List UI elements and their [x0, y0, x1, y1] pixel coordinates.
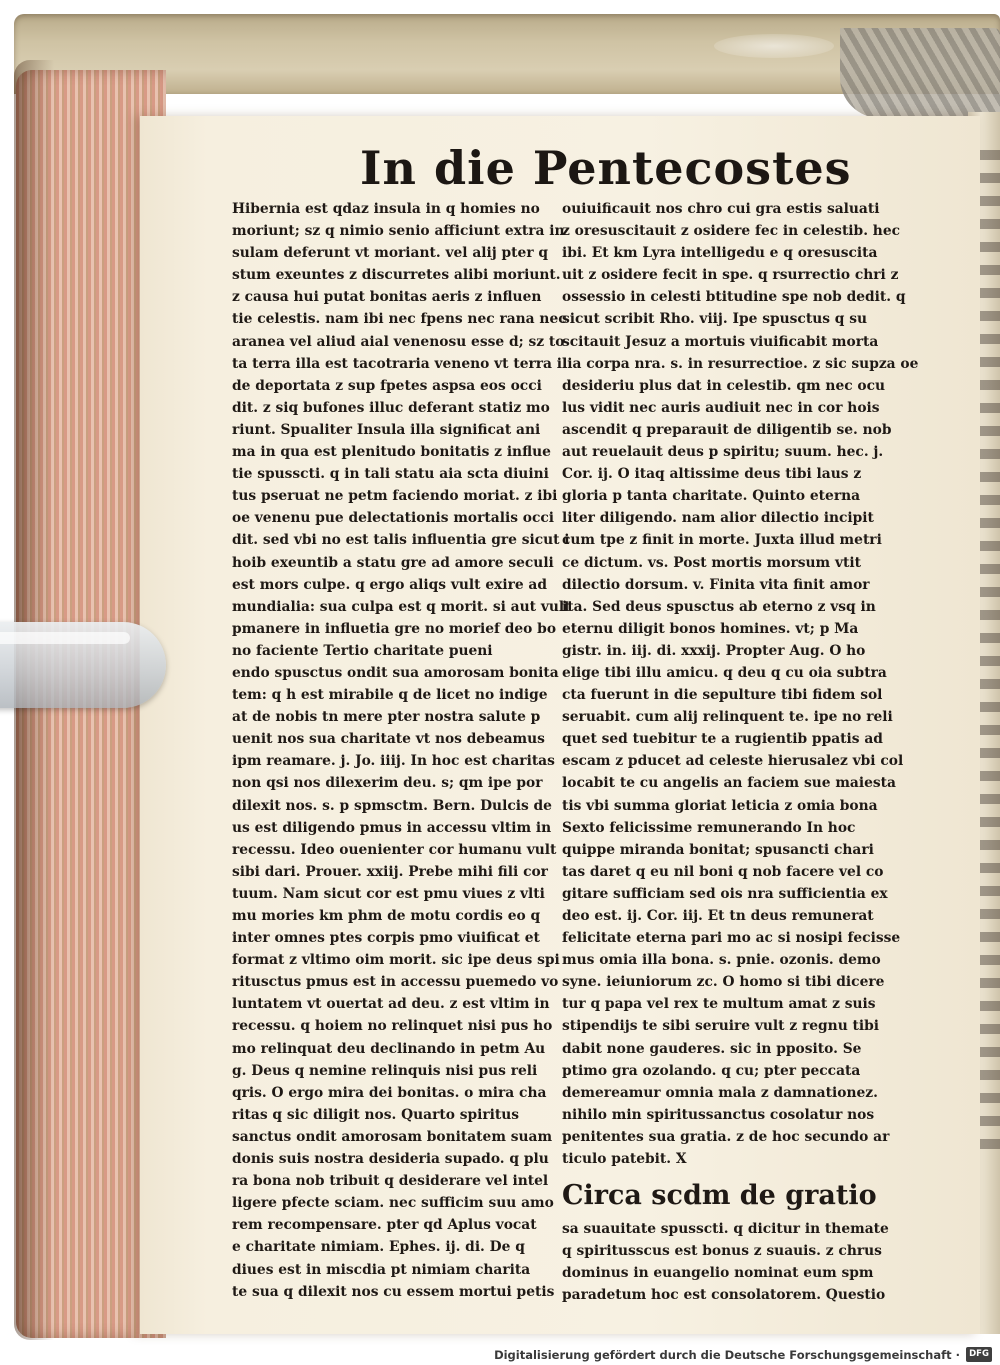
book-headband — [840, 28, 1000, 118]
text-line: no faciente Tertio charitate pueni — [232, 642, 493, 659]
text-line: desideriu plus dat in celestib. qm nec ocu — [562, 377, 886, 394]
text-line: deo est. ij. Cor. iij. Et tn deus remunerat — [562, 908, 874, 924]
text-line: gistr. in. iij. di. xxxij. Propter Aug. O ho — [562, 642, 866, 659]
text-line: syne. ieiuniorum zc. O homo si tibi dicere — [562, 974, 885, 991]
text-line: us est diligendo pmus in accessu vltim in — [232, 819, 552, 836]
text-line: dabit none gauderes. sic in pposito. Se — [562, 1040, 862, 1057]
text-line: dilexit nos. s. p spmsctm. Bern. Dulcis de — [232, 797, 552, 814]
text-line: escam z pducet ad celeste hierusalez vbi col — [562, 753, 904, 770]
text-line: riunt. Spualiter Insula illa significat ani — [232, 421, 541, 438]
text-line: non qsi nos dilexerim deu. s; qm ipe por — [232, 775, 543, 792]
text-line: seruabit. cum alij relinquent te. ipe no reli — [562, 709, 893, 726]
text-line: dilectio dorsum. v. Finita vita finit amor — [562, 576, 870, 593]
text-line: sibi dari. Prouer. xxiij. Prebe mihi fili cor — [232, 863, 548, 880]
text-line: dit. z siq bufones illuc deferant statiz mo — [232, 399, 550, 416]
text-line: z causa hui putat bonitas aeris z influen — [232, 289, 542, 306]
text-line: tie spusscti. q in tali statu aia scta diuini — [232, 466, 549, 483]
page-title: In die Pentecostes — [360, 141, 852, 195]
text-line: tuum. Nam sicut cor est pmu viues z vlti — [232, 885, 545, 902]
text-line: cta fuerunt in die sepulture tibi fidem sol — [562, 687, 883, 704]
text-line: tus pseruat ne petm faciendo moriat. z ibi — [232, 488, 558, 505]
text-line: ra bona nob tribuit q desiderare vel intel — [232, 1173, 549, 1190]
text-line: mo relinquat deu declinando in petm Au — [232, 1040, 546, 1057]
text-line: stum exeuntes z discurretes alibi moriunt. — [232, 267, 561, 284]
text-line: ossessio in celesti btitudine spe nob dedit. q — [562, 289, 906, 306]
text-line: quet sed tuebitur te a rugientib ppatis ad — [562, 731, 883, 748]
right-text-column — [562, 198, 919, 1307]
left-text-column — [232, 198, 571, 1303]
text-line: endo spusctus ondit sua amorosam bonita — [232, 664, 559, 681]
text-line: gitare sufficiam sed ois nra sufficientia ex — [562, 885, 888, 902]
text-line: quippe miranda bonitat; spusancti chari — [562, 841, 874, 858]
text-line: ascendit q preparauit de diligentib se. nob — [562, 421, 892, 438]
text-line: q spiritusscus est bonus z suauis. z chrus — [562, 1243, 882, 1260]
text-line: mundialia: sua culpa est q morit. si aut vult — [232, 598, 571, 615]
text-line: qris. O ergo mira dei bonitas. o mira cha — [232, 1084, 547, 1101]
text-line: stipendijs te sibi seruire vult z regnu tibi — [562, 1018, 880, 1035]
text-line: z oresuscitauit z osidere fec in celestib. hec — [562, 223, 901, 240]
text-line: mus omia illa bona. s. pnie. ozonis. demo — [562, 952, 881, 969]
text-line: eternu diligit bonos homines. vt; p Ma — [562, 620, 859, 637]
text-line: sulam deferunt vt moriant. vel alij pter q — [232, 245, 549, 262]
clip-highlight — [0, 632, 130, 644]
text-line: Sexto felicissime remunerando In hoc — [562, 819, 856, 836]
text-line: paradetum hoc est consolatorem. Questio — [562, 1287, 886, 1304]
text-line: aranea vel aliud aial venenosu esse d; sz to — [232, 333, 565, 350]
text-line: hoib exeuntib a statu gre ad amore seculi — [232, 554, 554, 571]
text-line: ce dictum. vs. Post mortis morsum vtit — [562, 554, 861, 571]
text-line: elige tibi illu amicu. q deu q cu oia subtra — [562, 664, 887, 681]
text-line: dit. sed vbi no est talis influentia gre sicut i — [232, 532, 570, 549]
text-line: uit z osidere fecit in spe. q rsurrectio chri z — [562, 267, 899, 284]
text-line: locabit te cu angelis an faciem sue maiesta — [562, 775, 896, 792]
text-line: tas daret q eu nil boni q nob facere vel co — [562, 863, 884, 880]
text-line: ritusctus pmus est in accessu puemedo vo — [232, 974, 559, 991]
water-stain — [714, 34, 834, 58]
text-line: aut reuelauit deus p spiritu; suum. hec. j. — [562, 444, 884, 461]
text-line: sicut scribit Rho. viij. Ipe spusctus q su — [562, 311, 868, 328]
text-line: inter omnes ptes corpis pmo viuificat et — [232, 930, 540, 947]
text-line: ta terra illa est tacotraria veneno vt terra il — [232, 355, 568, 372]
text-line: Hibernia est qdaz insula in q homies no — [232, 201, 540, 217]
text-line: scitauit Jesuz a mortuis viuificabit morta — [562, 333, 879, 350]
text-line: format z vltimo oim morit. sic ipe deus spi — [232, 952, 560, 969]
text-line: ticulo patebit. X — [562, 1151, 687, 1168]
text-line: tem: q h est mirabile q de licet no indige — [232, 687, 548, 704]
page-holder-clip — [0, 622, 166, 708]
text-line: ita. Sed deus spusctus ab eterno z vsq in — [562, 598, 876, 615]
funding-credit: Digitalisierung gefördert durch die Deutsche Forschungsgemeinschaft · — [494, 1348, 960, 1362]
text-line: de deportata z sup fpetes aspsa eos occi — [232, 377, 542, 394]
text-line: ouiuificauit nos chro cui gra estis saluati — [562, 201, 880, 217]
footer-bar — [0, 1345, 1000, 1365]
text-line: oe venenu pue delectationis mortalis occi — [232, 510, 555, 527]
text-line: sanctus ondit amorosam bonitatem suam — [232, 1128, 553, 1145]
text-line: pmanere in influetia gre no morief deo bo — [232, 620, 557, 637]
text-line: nihilo min spiritussanctus cosolatur nos — [562, 1106, 875, 1123]
text-line: diues est in miscdia pt nimiam charita — [232, 1261, 531, 1278]
text-line: penitentes sua gratia. z de hoc secundo ar — [562, 1128, 890, 1145]
text-line: recessu. q hoiem no relinquet nisi pus ho — [232, 1018, 553, 1035]
text-line: recessu. Ideo ouenienter cor humanu vult — [232, 841, 557, 858]
text-line: ritas q sic diligit nos. Quarto spiritus — [232, 1106, 520, 1123]
text-line: g. Deus q nemine relinquis nisi pus reli — [232, 1062, 538, 1079]
text-line: luntatem vt ouertat ad deu. z est vltim in — [232, 996, 550, 1013]
text-line: lus vidit nec auris audiuit nec in cor hois — [562, 399, 880, 416]
text-line: uenit nos sua charitate vt nos debeamus — [232, 731, 545, 748]
text-line: donis suis nostra desideria supado. q plu — [232, 1151, 549, 1168]
text-line: gloria p tanta charitate. Quinto eterna — [562, 488, 861, 505]
text-line: Cor. ij. O itaq altissime deus tibi laus z — [562, 466, 862, 483]
text-line: moriunt; sz q nimio senio afficiunt extra in — [232, 223, 565, 240]
text-line: ma in qua est plenitudo bonitatis z influe — [232, 444, 551, 461]
text-line: ligere pfecte sciam. nec sufficim suu amo — [232, 1195, 554, 1212]
text-line: lia corpa nra. s. in resurrectioe. z sic supza oe — [562, 355, 919, 372]
text-line: at de nobis tn mere pter nostra salute p — [232, 709, 541, 726]
text-line: Circa scdm de gratio — [562, 1180, 877, 1212]
text-line: tis vbi summa gloriat leticia z omia bona — [562, 797, 878, 814]
text-line: mu mories km phm de motu cordis eo q — [232, 908, 541, 924]
text-line: ipm reamare. j. Jo. iiij. In hoc est charitas — [232, 753, 555, 770]
text-line: dominus in euangelio nominat eum spm — [562, 1265, 874, 1282]
text-line: felicitate eterna pari mo ac si nosipi fecisse — [562, 930, 901, 947]
text-line: ptimo gra ozolando. q cu; pter peccata — [562, 1062, 861, 1079]
text-line: tie celestis. nam ibi nec fpens nec rana nec — [232, 311, 567, 328]
text-line: sa suauitate spusscti. q dicitur in themate — [562, 1221, 889, 1238]
text-line: cum tpe z finit in morte. Juxta illud metri — [562, 532, 882, 549]
text-line: ibi. Et km Lyra intelligedu e q oresuscita — [562, 245, 878, 262]
text-line: est mors culpe. q ergo aliqs vult exire ad — [232, 576, 548, 593]
text-line: liter diligendo. nam alior dilectio incipit — [562, 510, 874, 527]
text-line: te sua q dilexit nos cu essem mortui petis — [232, 1283, 555, 1300]
text-line: e charitate nimiam. Ephes. ij. di. De q — [232, 1239, 525, 1256]
text-line: demereamur omnia mala z damnationez. — [562, 1084, 878, 1101]
text-line: tur q papa vel rex te multum amat z suis — [562, 996, 876, 1013]
dfg-logo: DFG — [966, 1347, 992, 1362]
text-line: rem recompensare. pter qd Aplus vocat — [232, 1217, 537, 1234]
